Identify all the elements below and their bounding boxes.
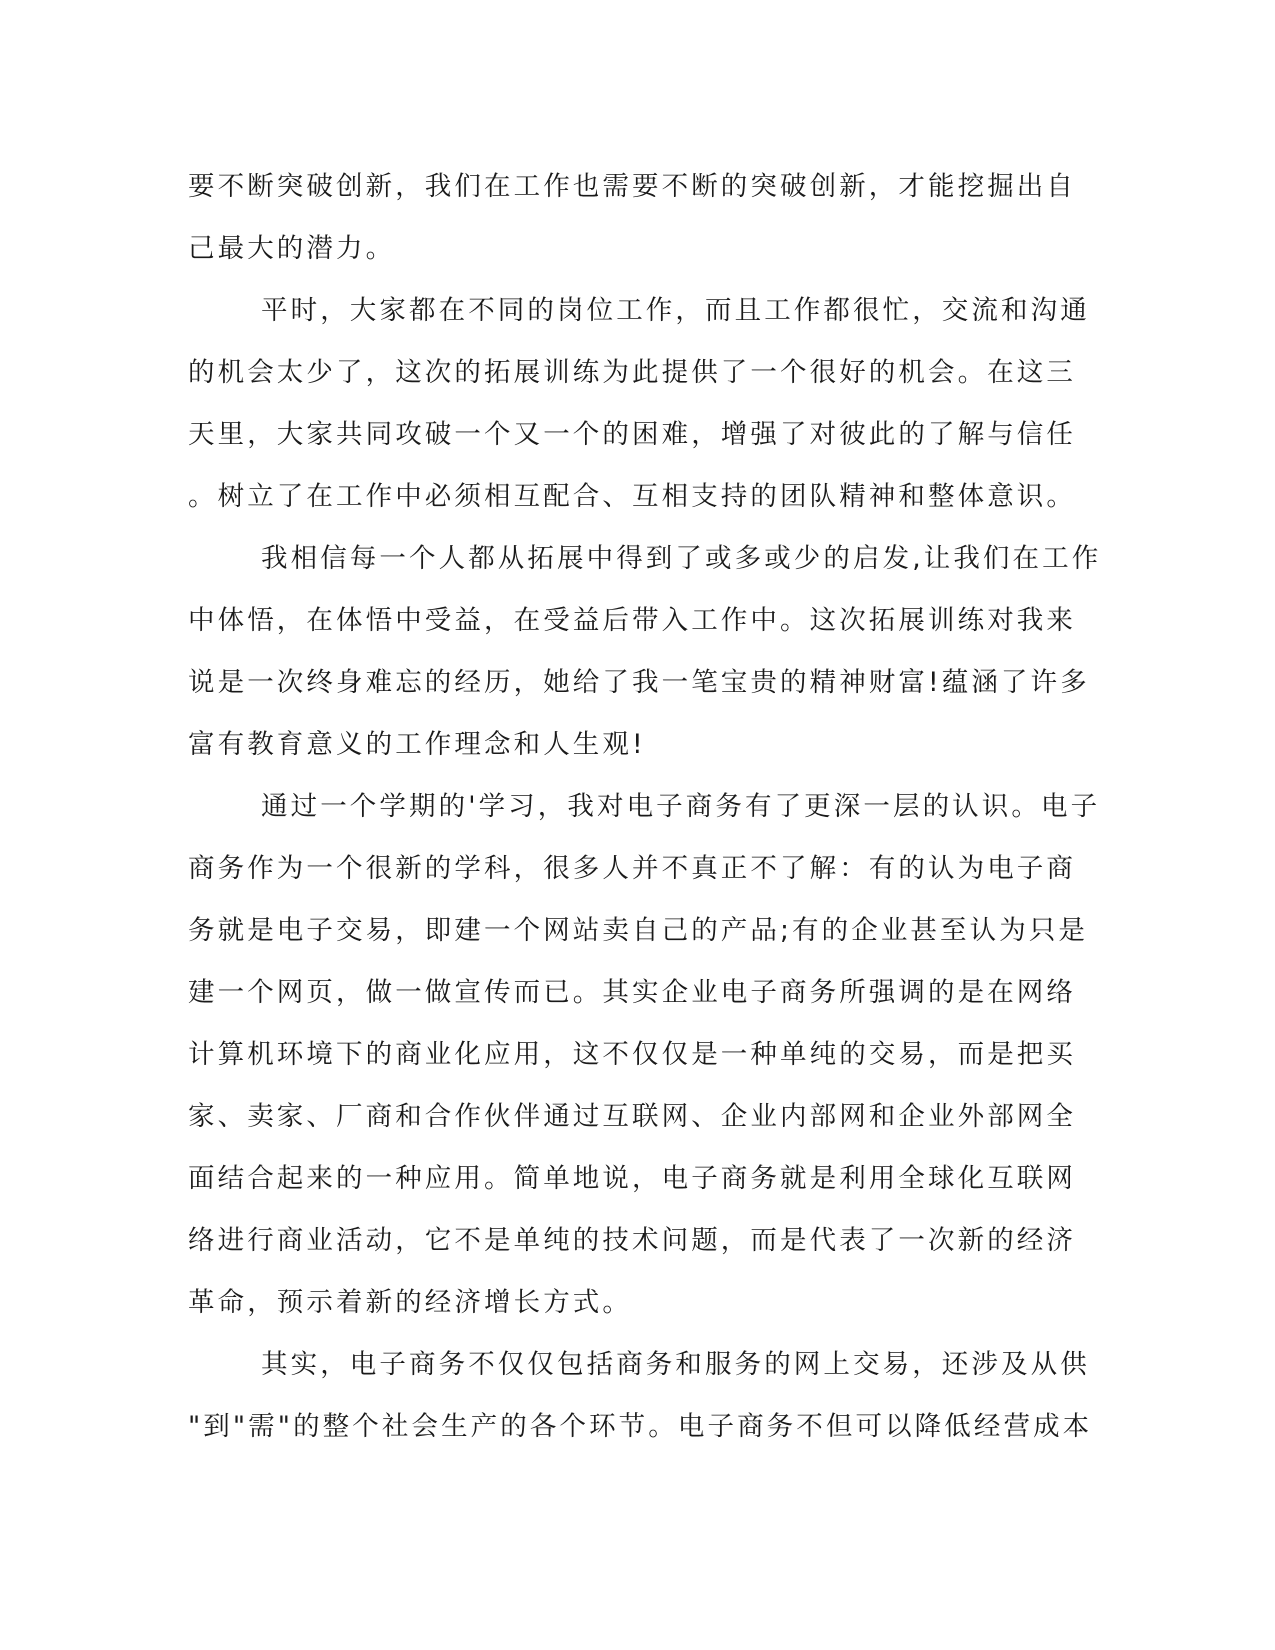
text-line: 商务作为一个很新的学科，很多人并不真正不了解：有的认为电子商 [188,853,1076,884]
text-line: 说是一次终身难忘的经历，她给了我一笔宝贵的精神财富!蕴涵了许多 [188,667,1090,698]
text-line: 务就是电子交易，即建一个网站卖自己的产品;有的企业甚至认为只是 [188,915,1089,946]
text-line: 面结合起来的一种应用。简单地说，电子商务就是利用全球化互联网 [188,1163,1076,1194]
paragraph-first-line: 平时，大家都在不同的岗位工作，而且工作都很忙，交流和沟通 [261,295,1090,326]
text-line: 家、卖家、厂商和合作伙伴通过互联网、企业内部网和企业外部网全 [188,1101,1076,1132]
document-body [188,156,1102,1458]
text-line: 天里，大家共同攻破一个又一个的困难，增强了对彼此的了解与信任 [188,419,1076,450]
text-line: 计算机环境下的商业化应用，这不仅仅是一种单纯的交易，而是把买 [188,1039,1076,1070]
text-line: 富有教育意义的工作理念和人生观! [188,729,646,760]
text-line: 的机会太少了，这次的拓展训练为此提供了一个很好的机会。在这三 [188,357,1076,388]
text-line: 要不断突破创新，我们在工作也需要不断的突破创新，才能挖掘出自 [188,171,1076,202]
paragraph-first-line: 我相信每一个人都从拓展中得到了或多或少的启发,让我们在工作 [261,543,1102,574]
paragraph-first-line: 其实，电子商务不仅仅包括商务和服务的网上交易，还涉及从供 [261,1349,1090,1380]
paragraph-first-line: 通过一个学期的'学习，我对电子商务有了更深一层的认识。电子 [261,791,1101,822]
text-line: 建一个网页，做一做宣传而已。其实企业电子商务所强调的是在网络 [188,977,1076,1008]
text-line: 。树立了在工作中必须相互配合、互相支持的团队精神和整体意识。 [188,481,1076,512]
text-line: 络进行商业活动，它不是单纯的技术问题，而是代表了一次新的经济 [188,1225,1076,1256]
text-line: 革命，预示着新的经济增长方式。 [188,1287,632,1318]
text-line: 中体悟，在体悟中受益，在受益后带入工作中。这次拓展训练对我来 [188,605,1076,636]
text-line: 己最大的潜力。 [188,233,396,264]
text-line: "到"需"的整个社会生产的各个环节。电子商务不但可以降低经营成本 [188,1411,1093,1442]
